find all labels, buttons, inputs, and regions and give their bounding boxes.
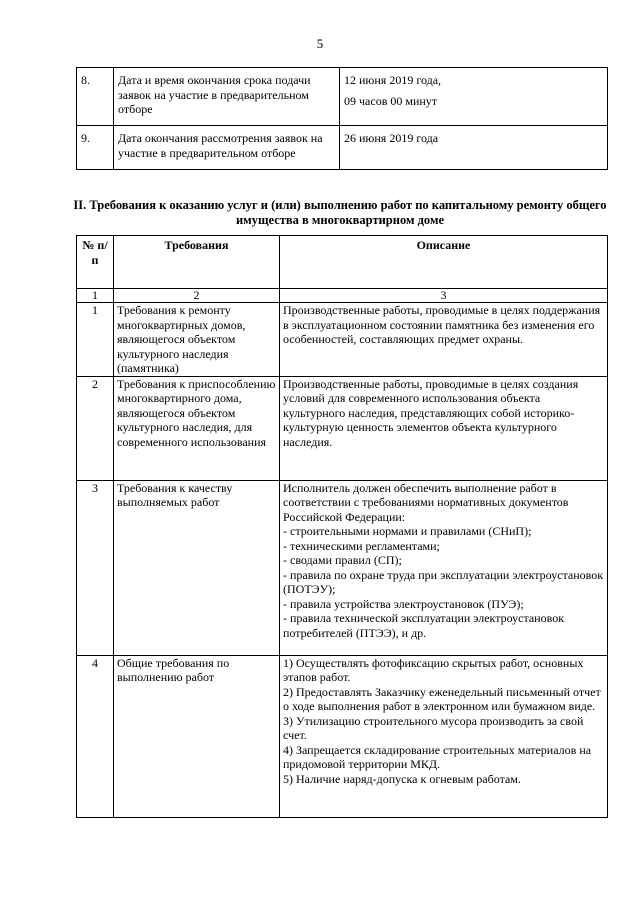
description-line: Исполнитель должен обеспечить выполнение работ в соответствии с требованиями нормативных документов Российской Федерации: xyxy=(283,480,569,524)
page-number: 5 xyxy=(316,36,324,51)
description-line: - строительными нормами и правилами (СНиП); xyxy=(283,524,532,538)
header-row xyxy=(77,236,608,289)
row-description xyxy=(280,376,608,480)
row-number: 1 xyxy=(77,303,114,377)
table-row xyxy=(77,655,608,817)
row-number: 2 xyxy=(77,376,114,480)
row-number: 4 xyxy=(77,655,114,817)
row-description xyxy=(280,303,608,377)
description-line: - правила устройства электроустановок (ПУЭ); xyxy=(283,596,524,611)
row-description xyxy=(280,480,608,655)
column-number: 2 xyxy=(114,289,280,303)
row-requirement: Требования к приспособлению многоквартирного дома, являющегося объектом культурного наследия, для современного использования xyxy=(114,376,280,480)
table-row xyxy=(77,303,608,377)
description-line: 5) Наличие наряд-допуска к огневым работам. xyxy=(283,771,521,786)
value-line: 12 июня 2019 года, xyxy=(344,73,442,87)
description-line: 1) Осуществлять фотофиксацию скрытых работ, основных этапов работ. xyxy=(283,655,584,684)
description-line: - правила по охране труда при эксплуатации электроустановок (ПОТЭУ); xyxy=(283,567,604,596)
table-row xyxy=(77,376,608,480)
schedule-table xyxy=(76,67,608,170)
row-requirement: Общие требования по выполнению работ xyxy=(114,655,280,817)
description-line: - сводами правил (СП); xyxy=(283,553,402,567)
value-line: 09 часов 00 минут xyxy=(344,93,438,108)
column-number: 1 xyxy=(77,289,114,303)
column-number-row xyxy=(77,289,608,303)
header-description: Описание xyxy=(280,236,608,289)
table-row xyxy=(77,68,608,126)
column-number: 3 xyxy=(280,289,608,303)
row-requirement: Требования к ремонту многоквартирных домов, являющегося объектом культурного наследия (памятника) xyxy=(114,303,280,377)
value-line: 26 июня 2019 года xyxy=(344,131,439,145)
header-num: № п/п xyxy=(77,236,114,289)
table-row xyxy=(77,480,608,655)
row-description xyxy=(280,655,608,817)
section-title: II. Требования к оказанию услуг и (или) выполнению работ по капитальному ремонту общего имущества в многоквартирном доме xyxy=(73,198,607,227)
row-number: 8. xyxy=(77,68,114,126)
description-line: 3) Утилизацию строительного мусора производить за свой счет. xyxy=(283,713,584,742)
description-line: Производственные работы, проводимые в целях поддержания в эксплуатационном состоянии памятника без изменения его особенностей, составляющих предмет охраны. xyxy=(283,303,601,346)
description-line: 2) Предоставлять Заказчику еженедельный письменный отчет о ходе выполнения работ в электронном или бумажном виде. xyxy=(283,684,601,713)
description-line: - техническими регламентами; xyxy=(283,538,440,553)
table-row xyxy=(77,126,608,170)
requirements-table xyxy=(76,235,608,818)
header-requirements: Требования xyxy=(114,236,280,289)
row-requirement: Требования к качеству выполняемых работ xyxy=(114,480,280,655)
description-line: - правила технической эксплуатации электроустановок потребителей (ПТЭЭ), и др. xyxy=(283,611,565,640)
row-number: 3 xyxy=(77,480,114,655)
row-number: 9. xyxy=(77,126,114,170)
row-value xyxy=(340,68,608,126)
row-label: Дата и время окончания срока подачи заявок на участие в предварительном отборе xyxy=(114,68,340,126)
row-label: Дата окончания рассмотрения заявок на участие в предварительном отборе xyxy=(114,126,340,170)
row-value xyxy=(340,126,608,170)
description-line: 4) Запрещается складирование строительных материалов на придомовой территории МКД. xyxy=(283,742,592,771)
description-line: Производственные работы, проводимые в целях создания условий для современного использования объекта культурного наследия, представляющих собой историко-культурную ценность элементов объекта культурного наследия. xyxy=(283,376,579,449)
